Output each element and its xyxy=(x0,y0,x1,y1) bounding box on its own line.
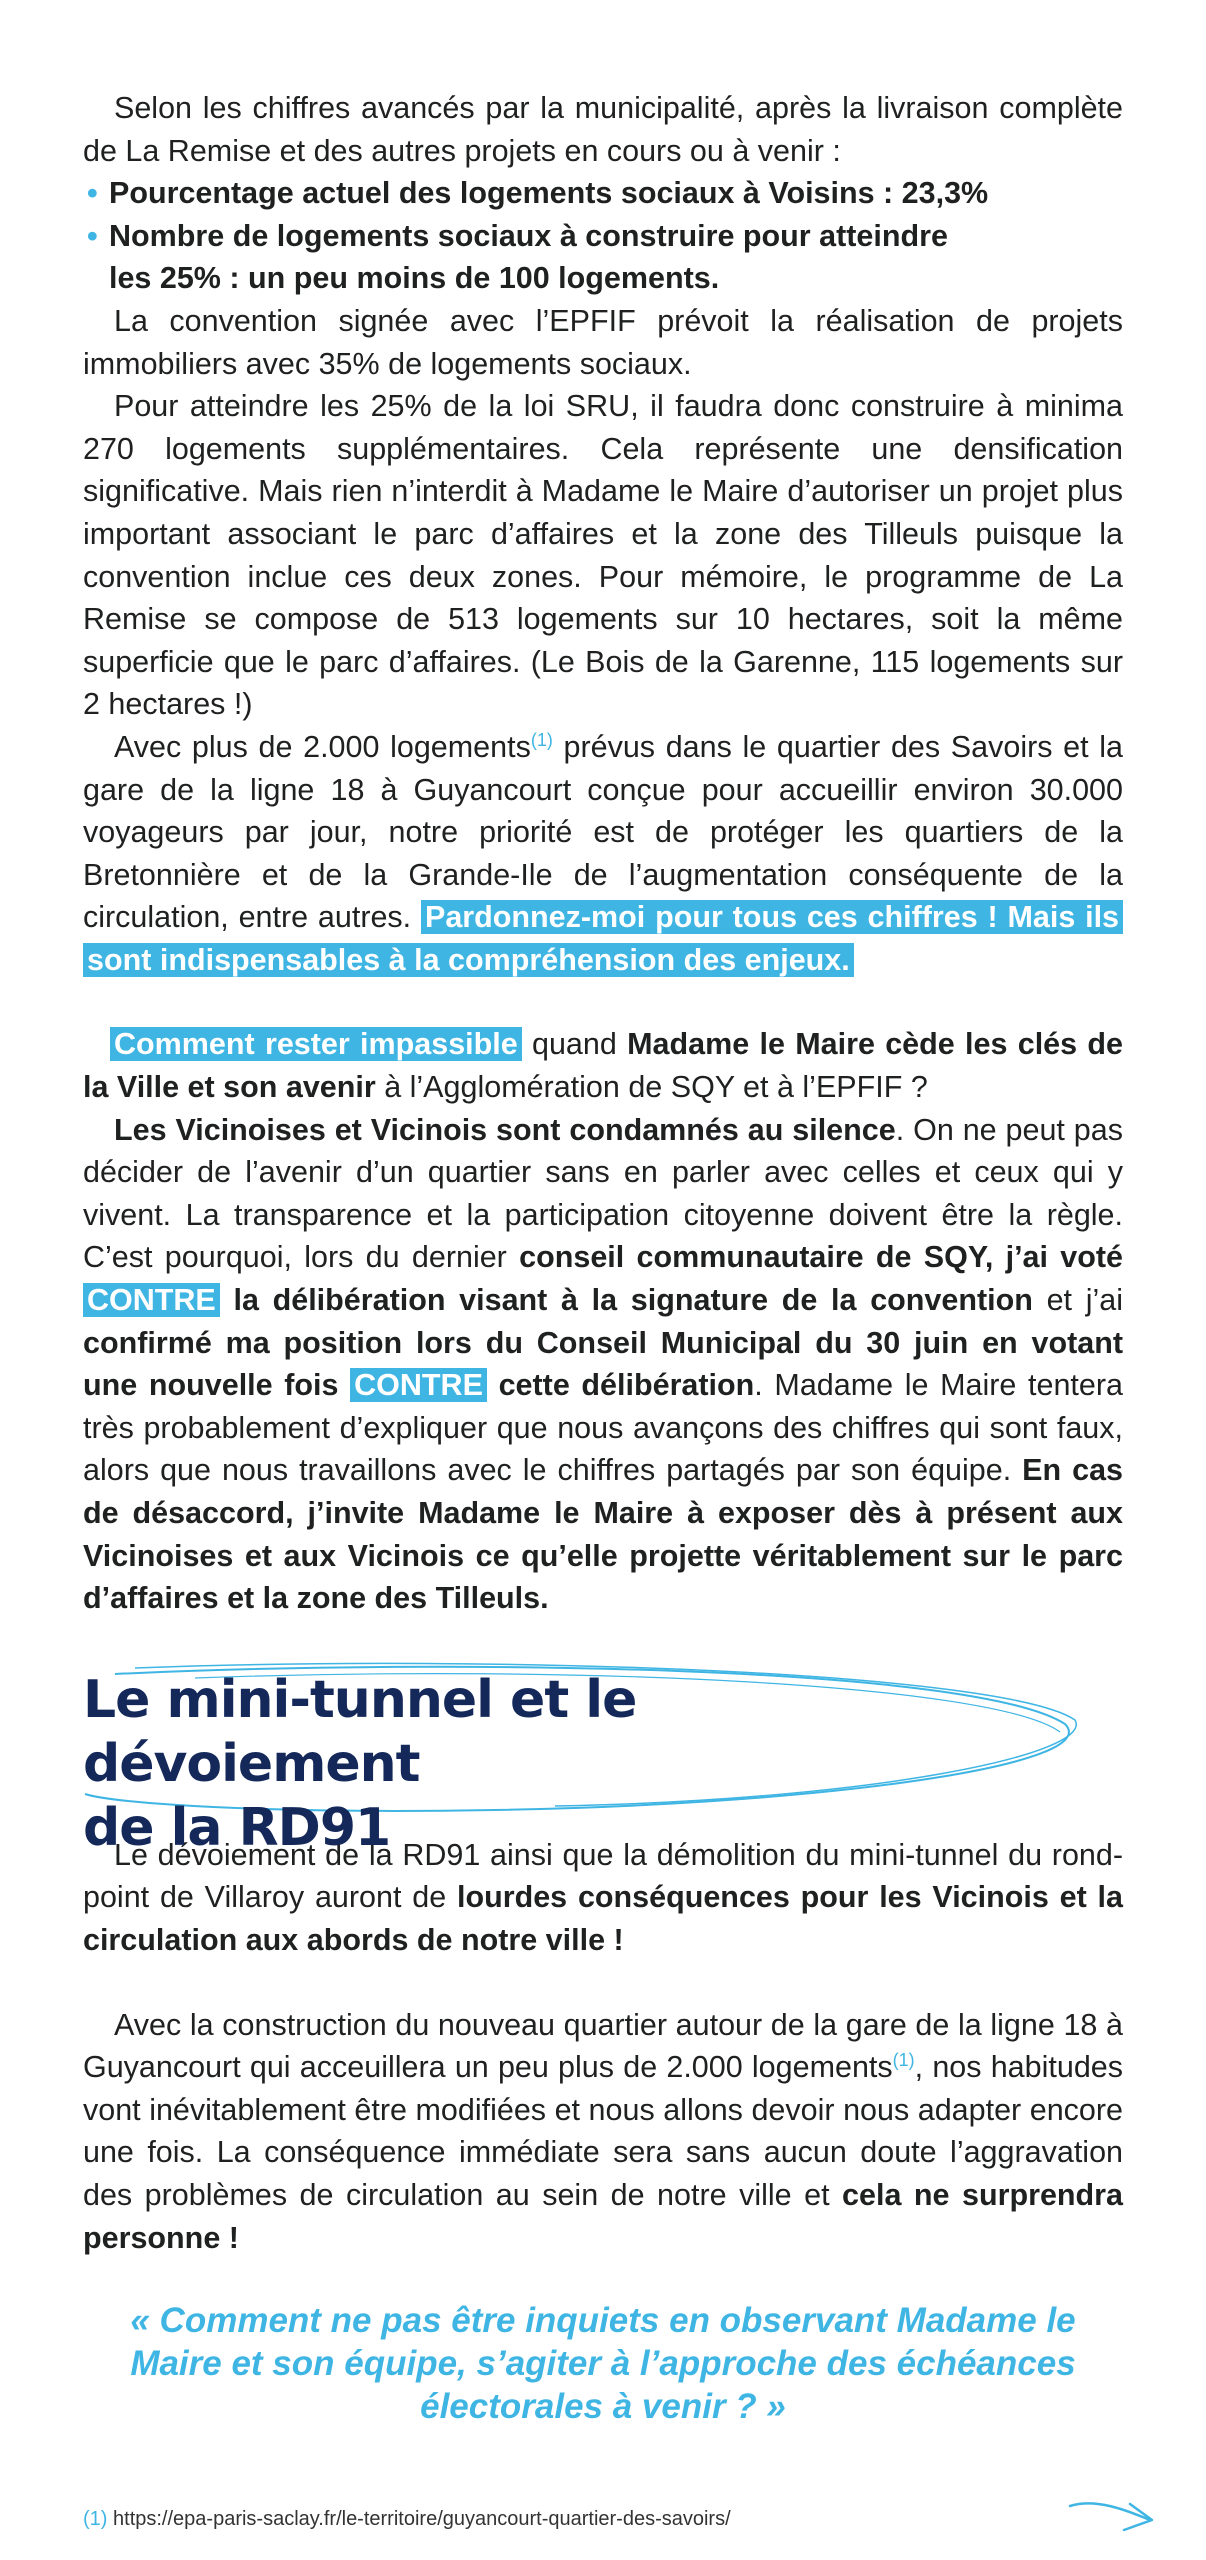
highlight-apology: Pardonnez-moi pour tous ces chiffres ! Mais ils sont indispensables à la compréhension des enjeux. xyxy=(83,900,1123,977)
gare-paragraph: Avec la construction du nouveau quartier autour de la gare de la ligne 18 à Guyancourt qui acceuillera un peu plus de 2.000 logements$^{(1)}$, nos habitudes vont inévitablement être modifiées et nous allons devoir nous adapter encore une fois. La conséquence immédiate sera sans aucun doute l’aggravation des problèmes de circulation au sein de notre ville et cela ne surprendra personne ! xyxy=(83,2007,1124,2255)
stats-list xyxy=(83,172,1123,300)
footnote-link[interactable]: https://epa-paris-saclay.fr/le-territoire/guyancourt-quartier-des-savoirs/ xyxy=(113,2508,731,2530)
rd91-paragraph: Le dévoiement de la RD91 ainsi que la démolition du mini-tunnel du rond-point de Villaroy auront de lourdes conséquences pour les Vicinois et la circulation aux abords de notre ville ! xyxy=(83,1837,1123,1957)
footnote-ref: (1) xyxy=(530,729,553,750)
section-header xyxy=(83,1654,1123,1858)
silence-paragraph: Les Vicinoises et Vicinois sont condamnés au silence. On ne peut pas décider de l’avenir d’un quartier sans en parler avec celles et ceux qui y vivent. La transparence et la participation citoyenne doivent être la règle. C’est pourquoi, lors du dernier conseil communautaire de SQY, j’ai voté CONTRE la délibération visant à la signature de la convention et j’ai confirmé ma position lors du Conseil Municipal du 30 juin en votant une nouvelle fois CONTRE cette délibération. Madame le Maire tentera très probablement d’expliquer que nous avançons des chiffres qui sont faux, alors que nous travaillons avec le chiffres partagés par son équipe. En cas de désaccord, j’invite Madame le Maire à exposer dès à présent aux Vicinoises et aux Vicinois ce qu’elle projette véritablement sur le parc d’affaires et la zone des Tilleuls. xyxy=(83,1112,1123,1616)
footnote-ref: (1) xyxy=(892,2050,915,2070)
next-page-arrow-icon[interactable] xyxy=(1066,2496,1156,2536)
section-title: Le mini-tunnel et le dévoiement de la RD91 xyxy=(83,1669,637,1858)
contre-badge: CONTRE xyxy=(83,1283,220,1317)
intro-paragraph: Selon les chiffres avancés par la municipalité, après la livraison complète de La Remise et des autres projets en cours ou à venir : xyxy=(83,91,1123,168)
savoirs-paragraph: Avec plus de 2.000 logements$^{(1)}$ prévus dans le quartier des Savoirs et la gare de la ligne 18 à Guyancourt conçue pour accueillir environ 30.000 voyageurs par jour, notre priorité est de protéger les quartiers de la Bretonnière et de la Grande-Ile de l’augmentation conséquente de la circulation, entre autres. Pardonnez-moi pour tous ces chiffres ! Mais ils sont indispensables à la compréhension des enjeux. xyxy=(83,729,1123,977)
footnote: (1) https://epa-paris-saclay.fr/le-territoire/guyancourt-quartier-des-savoirs/ xyxy=(83,2508,731,2530)
bullet-dot-icon: • xyxy=(87,176,98,211)
list-item: • Nombre de logements sociaux à construire pour atteindre les 25% : un peu moins de 100 logements. xyxy=(109,215,1123,300)
highlight-impassible: Comment rester impassible xyxy=(110,1027,522,1061)
pull-quote: « Comment ne pas être inquiets en observant Madame le Maire et son équipe, s’agiter à l’approche des échéances électorales à venir ? » xyxy=(130,2301,1076,2427)
contre-badge: CONTRE xyxy=(350,1368,487,1402)
list-item: • Pourcentage actuel des logements sociaux à Voisins : 23,3% xyxy=(109,172,1123,215)
convention-paragraph: La convention signée avec l’EPFIF prévoit la réalisation de projets immobiliers avec 35% de logements sociaux. xyxy=(83,303,1123,381)
bullet-dot-icon: • xyxy=(87,218,98,253)
impassible-paragraph: Comment rester impassible quand Madame le Maire cède les clés de la Ville et son avenir à l’Agglomération de SQY et à l’EPFIF ? xyxy=(83,1027,1124,1105)
sru-paragraph: Pour atteindre les 25% de la loi SRU, il faudra donc construire à minima 270 logements supplémentaires. Cela représente une densification significative. Mais rien n’interdit à Madame le Maire d’autoriser un projet plus important associant le parc d’affaires et la zone des Tilleuls puisque la convention inclue ces deux zones. Pour mémoire, le programme de La Remise se compose de 513 logements sur 10 hectares, soit la même superficie que le parc d’affaires. (Le Bois de la Garenne, 115 logements sur 2 hectares !) xyxy=(83,389,1123,722)
article-body xyxy=(83,87,1123,2428)
